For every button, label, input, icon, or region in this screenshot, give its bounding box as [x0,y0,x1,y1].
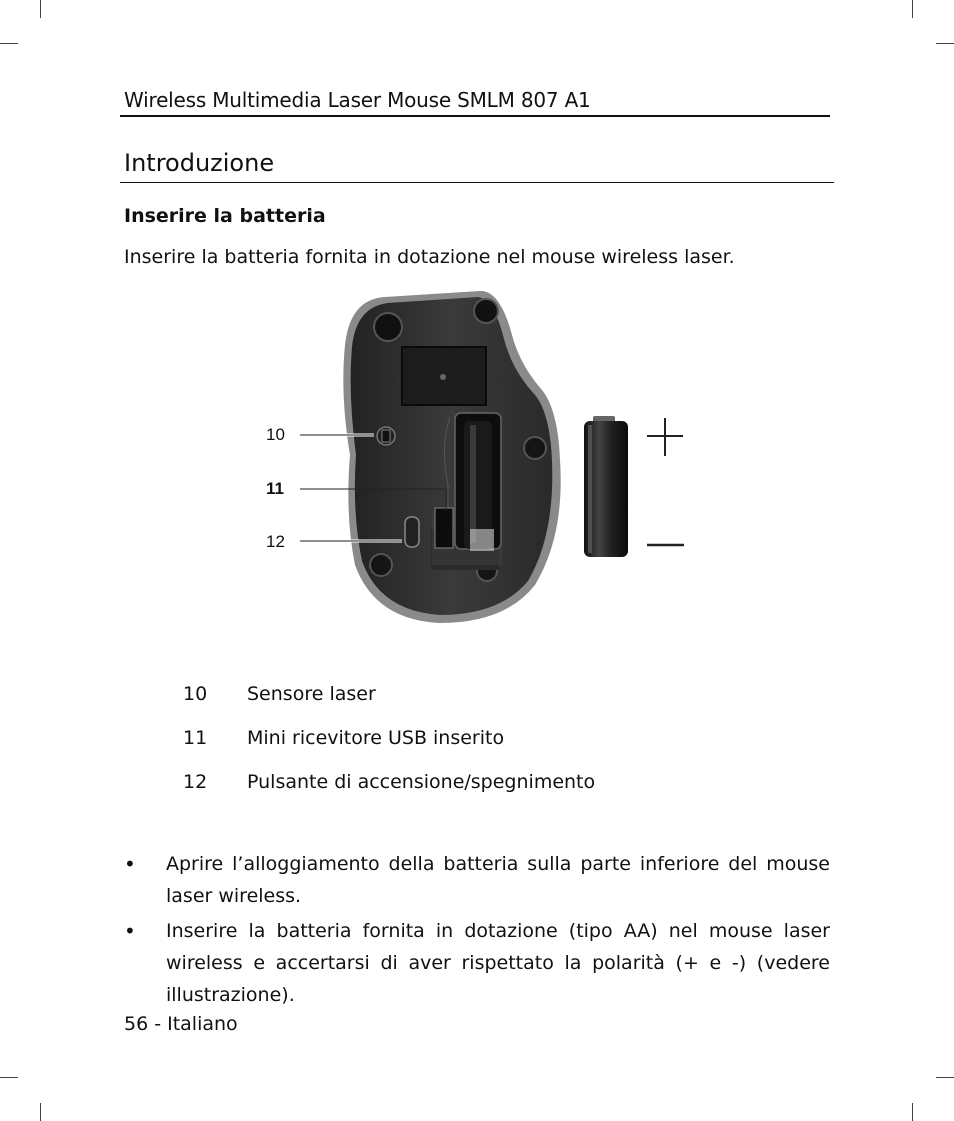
crop-mark [0,1077,18,1078]
legend-number: 10 [183,683,208,705]
mouse-battery-illustration [250,285,700,630]
legend-number: 11 [183,727,208,749]
running-header: Wireless Multimedia Laser Mouse SMLM 807 A1 [124,88,591,112]
callout-11: 11 [266,479,284,498]
subsection-title: Inserire la batteria [124,205,326,227]
legend-number: 12 [183,771,208,793]
bullet-text: Aprire l’alloggiamento della batteria sulla parte inferiore del mouse laser wireless. [166,853,830,907]
legend-item [183,727,504,749]
legend-label: Sensore laser [247,683,376,705]
legend-item [183,683,376,705]
intro-paragraph: Inserire la batteria fornita in dotazione nel mouse wireless laser. [124,246,735,268]
header-rule [120,115,830,117]
crop-mark [0,43,18,44]
legend-item [183,771,595,793]
crop-mark [936,43,954,44]
page-footer: 56 - Italiano [124,1013,238,1035]
section-title: Introduzione [124,149,275,177]
crop-mark [912,0,913,18]
crop-mark [936,1077,954,1078]
bullet-text: Inserire la batteria fornita in dotazione (tipo AA) nel mouse laser wireless e accertarsi di aver rispettato la polarità (+ e -) (vedere illustrazione). [166,920,830,1006]
section-rule [120,182,834,183]
legend-label: Mini ricevitore USB inserito [247,727,505,749]
crop-mark [40,1103,41,1121]
legend-label: Pulsante di accensione/spegnimento [247,771,596,793]
mouse-bottom-photo [250,285,700,630]
bullet-dot: • [124,919,136,943]
bullet-dot: • [124,852,136,876]
callout-10: 10 [266,425,285,444]
crop-mark [40,0,41,18]
callout-12: 12 [266,532,285,551]
crop-mark [912,1103,913,1121]
bullet-item [124,848,830,912]
bullet-item [124,915,830,1011]
